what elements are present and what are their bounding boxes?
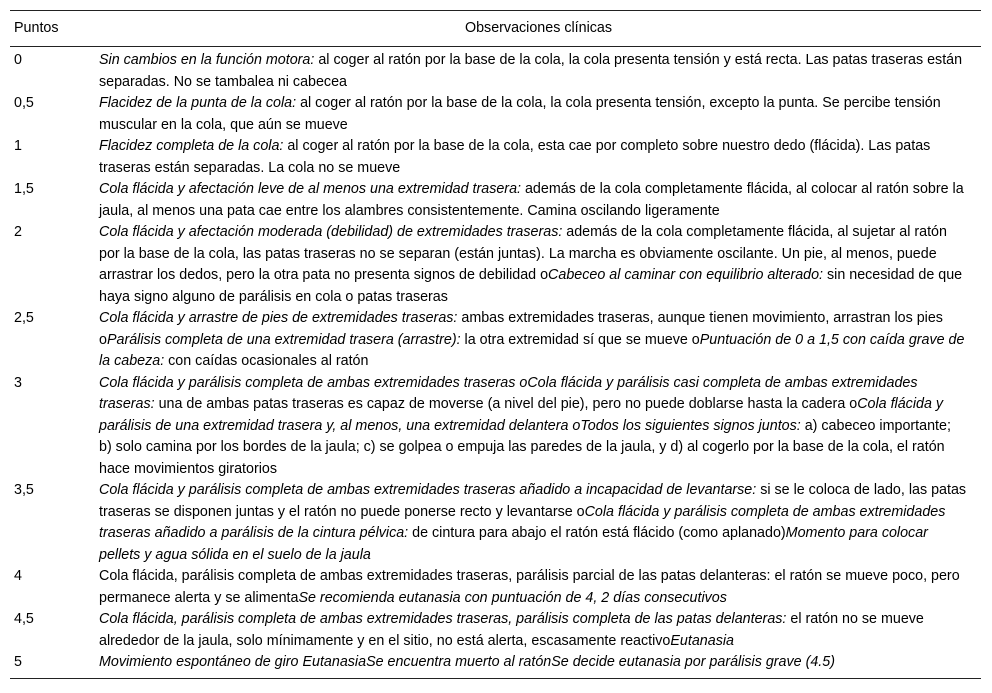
header-row bbox=[10, 11, 981, 47]
score-points: 4,5 bbox=[14, 611, 34, 627]
observation-italic-text: Cola flácida y parálisis completa de ambas extremidades traseras o bbox=[99, 374, 528, 391]
score-points: 0 bbox=[14, 52, 22, 68]
observation-text: además de la cola completamente flácida, al sujetar al ratón por la base de la cola, las patas traseras no se separan (están juntas). La marcha es obviamente oscilante. Un pie, al menos, puede arrastrar los dedos, pero la otra pata no presenta signos de debilidad o bbox=[99, 224, 947, 283]
observation-text: de cintura para abajo el ratón está flácido (como aplanado) bbox=[408, 525, 786, 541]
score-points: 0,5 bbox=[14, 95, 34, 111]
clinical-observation bbox=[96, 480, 981, 566]
observation-text: si se le coloca de lado, las patas traseras se disponen juntas y el ratón no puede ponerse recto y levantarse o bbox=[99, 482, 967, 520]
observation-text: la otra extremidad sí que se mueve o bbox=[460, 331, 700, 348]
observation-italic-text: Se decide eutanasia por parálisis grave (4.5) bbox=[551, 654, 835, 670]
clinical-observation bbox=[96, 652, 981, 678]
table-row bbox=[10, 136, 981, 179]
table-row bbox=[10, 652, 981, 678]
clinical-observation bbox=[96, 136, 981, 179]
observation-text: una de ambas patas traseras es capaz de moverse (a nivel del pie), pero no puede doblarse hasta la cadera o bbox=[154, 396, 858, 412]
score-points: 1,5 bbox=[14, 181, 34, 197]
observation-italic-text: Se recomienda eutanasia con puntuación de 4, 2 días consecutivos bbox=[298, 589, 727, 606]
clinical-observation bbox=[96, 222, 981, 308]
clinical-observation bbox=[96, 47, 981, 94]
table-row bbox=[10, 47, 981, 94]
score-points: 1 bbox=[14, 138, 22, 154]
clinical-observation bbox=[96, 93, 981, 136]
score-points: 2 bbox=[14, 224, 22, 240]
observation-italic-text: Cola flácida y parálisis completa de ambas extremidades traseras añadido a parálisis de la cintura pélvica: bbox=[99, 503, 946, 541]
observation-italic-text: Momento para colocar pellets y agua sólida en el suelo de la jaula bbox=[99, 525, 928, 563]
observation-italic-text: Se encuentra muerto al ratón bbox=[366, 654, 552, 670]
observation-text: con caídas ocasionales al ratón bbox=[164, 353, 369, 369]
score-points: 3 bbox=[14, 374, 22, 391]
observation-italic-text: Cola flácida y parálisis casi completa de ambas extremidades traseras: bbox=[99, 374, 918, 412]
observation-italic-text: Sin cambios en la función motora: bbox=[99, 52, 315, 68]
clinical-observation bbox=[96, 609, 981, 652]
clinical-score-table-container bbox=[10, 10, 981, 679]
observation-italic-text: Parálisis completa de una extremidad trasera (arrastre): bbox=[106, 331, 461, 348]
observation-italic-text: Cabeceo al caminar con equilibrio alterado: bbox=[548, 267, 824, 283]
observation-italic-text: Eutanasia bbox=[670, 632, 734, 649]
observation-text: ambas extremidades traseras, aunque tienen movimiento, arrastran los pies o bbox=[99, 310, 943, 348]
table-row bbox=[10, 566, 981, 609]
table-header bbox=[10, 11, 981, 47]
table-row bbox=[10, 373, 981, 481]
table-body bbox=[10, 47, 981, 679]
observation-italic-text: Flacidez de la punta de la cola: bbox=[99, 95, 297, 111]
observation-italic-text: Cola flácida y parálisis de una extremidad trasera y, al menos, una extremidad delantera o bbox=[99, 396, 944, 434]
table-row bbox=[10, 222, 981, 308]
clinical-observation bbox=[96, 566, 981, 609]
observation-text: al coger al ratón por la base de la cola, esta cae por completo sobre nuestro dedo (flácida). Las patas traseras están separadas. La cola no se mueve bbox=[99, 138, 931, 176]
observation-text: a) cabeceo importante; b) solo camina por los bordes de la jaula; c) se golpea o empuja las paredes de la jaula, y d) al cogerlo por la base de la cola, el ratón hace movimientos giratorios bbox=[99, 417, 951, 477]
table-row bbox=[10, 179, 981, 222]
header-points: Puntos bbox=[10, 11, 96, 47]
table-row bbox=[10, 480, 981, 566]
observation-italic-text: Todos los siguientes signos juntos: bbox=[580, 417, 801, 434]
observation-italic-text: Cola flácida y afectación leve de al menos una extremidad trasera: bbox=[99, 181, 521, 197]
observation-italic-text: Puntuación de 0 a 1,5 con caída grave de la cabeza: bbox=[99, 331, 965, 369]
observation-italic-text: Eutanasia bbox=[302, 654, 367, 670]
table-row bbox=[10, 308, 981, 373]
clinical-observation bbox=[96, 308, 981, 373]
table-row bbox=[10, 93, 981, 136]
observation-text: sin necesidad de que haya signo alguno de parálisis en cola o patas traseras bbox=[99, 267, 963, 305]
clinical-score-table bbox=[10, 10, 981, 679]
clinical-observation bbox=[96, 179, 981, 222]
observation-italic-text: Cola flácida y arrastre de pies de extremidades traseras: bbox=[99, 310, 458, 326]
score-points: 4 bbox=[14, 568, 22, 584]
clinical-observation bbox=[96, 373, 981, 481]
observation-italic-text: Cola flácida y afectación moderada (debilidad) de extremidades traseras: bbox=[99, 224, 563, 240]
observation-italic-text: Cola flácida, parálisis completa de ambas extremidades traseras, parálisis completa de las patas delanteras: bbox=[99, 611, 787, 627]
observation-italic-text: Flacidez completa de la cola: bbox=[99, 138, 284, 154]
observation-italic-text: Cola flácida y parálisis completa de ambas extremidades traseras añadido a incapacidad de levantarse: bbox=[99, 482, 757, 498]
observation-text: además de la cola completamente flácida, al colocar al ratón sobre la jaula, al menos una pata cae entre los alambres consistentemente. Camina oscilando ligeramente bbox=[99, 181, 964, 219]
observation-text: el ratón no se mueve alrededor de la jaula, solo mínimamente y en el sitio, no está alerta, escasamente reactivo bbox=[99, 611, 924, 649]
table-row bbox=[10, 609, 981, 652]
header-observations: Observaciones clínicas bbox=[96, 11, 981, 47]
score-points: 2,5 bbox=[14, 310, 34, 326]
observation-italic-text: Movimiento espontáneo de giro bbox=[99, 654, 303, 670]
score-points: 3,5 bbox=[14, 482, 34, 498]
observation-text: al coger al ratón por la base de la cola, la cola presenta tensión y está recta. Las patas traseras están separadas. No se tambalea ni cabecea bbox=[99, 52, 963, 90]
observation-text: al coger al ratón por la base de la cola, la cola presenta tensión, excepto la punta. Se percibe tensión muscular en la cola, que aún se mueve bbox=[99, 95, 941, 133]
score-points: 5 bbox=[10, 652, 96, 678]
observation-text: Cola flácida, parálisis completa de ambas extremidades traseras, parálisis parcial de las patas delanteras: el ratón se mueve poco, pero permanece alerta y se alimenta bbox=[99, 568, 960, 606]
